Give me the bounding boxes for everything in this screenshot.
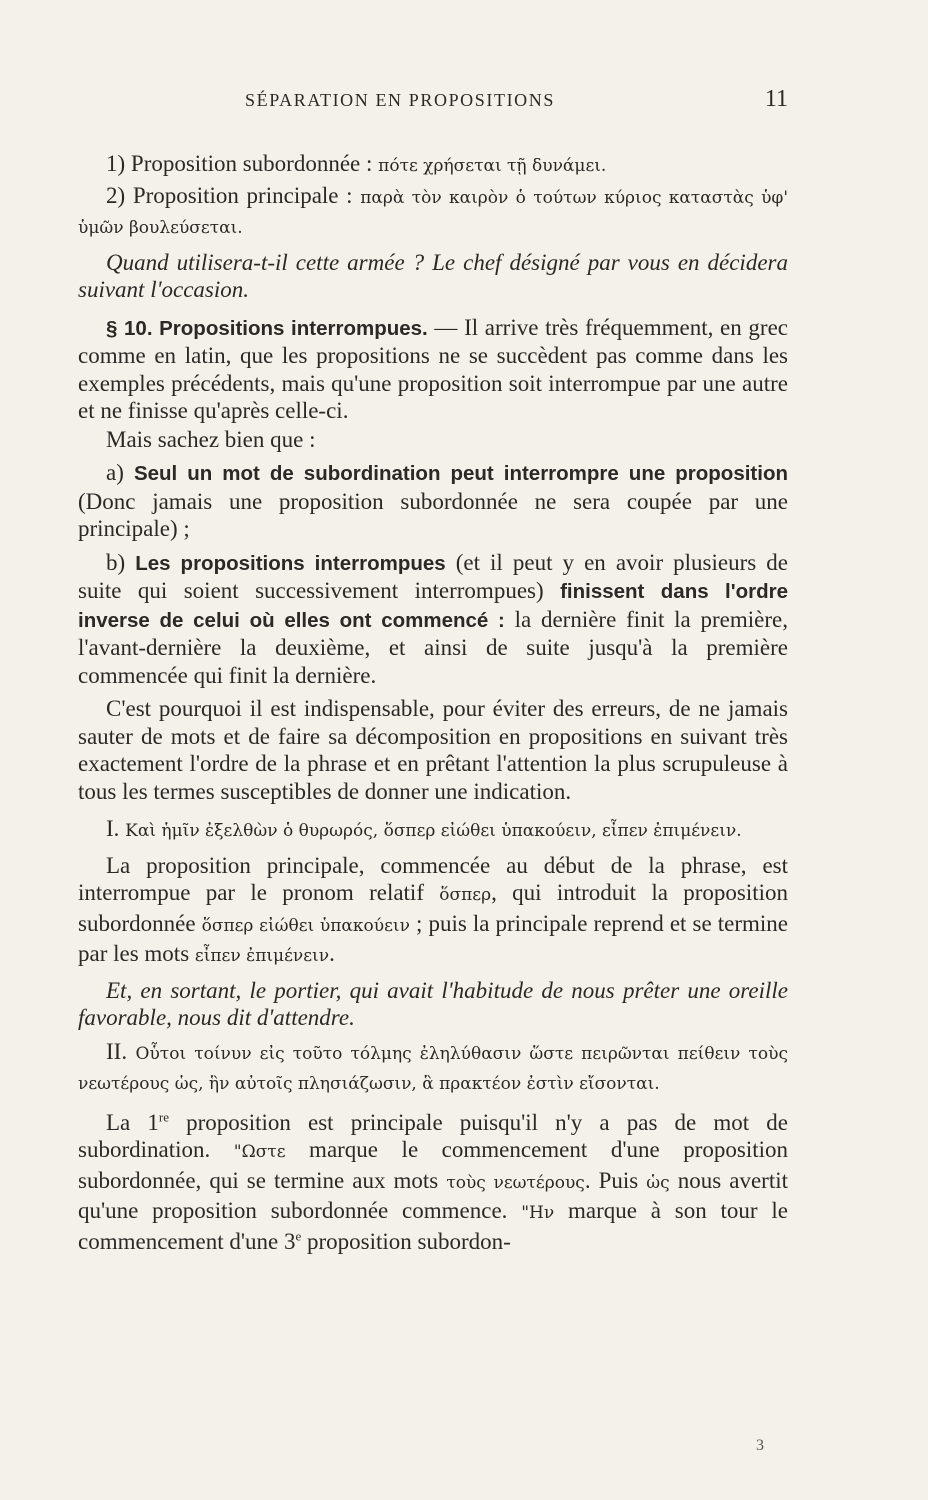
rule-marker: b) [106, 549, 136, 575]
body-text: (et il peut y en avoir plusieurs de suite qui soient successivement interrompues) [78, 549, 788, 603]
section-heading: § 10. Propositions interrompues. [106, 316, 428, 340]
page-body [78, 150, 788, 1256]
greek-text: ὅσπερ [439, 885, 492, 905]
paragraph-example-2 [78, 1038, 788, 1099]
body-text: La 1 [106, 1109, 159, 1135]
greek-text: ὡς [646, 1172, 670, 1193]
body-text: la dernière finit la première, l'avant-dernière la deuxième, et ainsi de suite jusqu'à la première commencée qui finit la dernière. [78, 606, 788, 688]
paragraph-subordinate-example [78, 150, 788, 181]
label-text: 1) Proposition subordonnée : [106, 151, 379, 176]
bold-text: Seul un mot de subordination peut interrompre une proposition [133, 462, 788, 485]
paragraph-rule-a [78, 459, 788, 543]
paragraph-explanation-2 [78, 1109, 788, 1256]
body-text: (Donc jamais une proposition subordonnée ne sera coupée par une principale) ; [78, 488, 788, 541]
paragraph-note-intro: Mais sachez bien que : [106, 426, 316, 452]
superscript: e [295, 1227, 302, 1243]
greek-text: Καὶ ἡμῖν ἐξελθὼν ὁ θυρωρός, ὅσπερ εἰώθει ὑπακούειν, εἶπεν ἐπιμένειν. [125, 821, 742, 841]
page-number: 11 [764, 86, 788, 112]
body-text: . Puis [584, 1167, 647, 1193]
body-text: , qui introduit la proposition subordonnée [78, 880, 789, 936]
paragraph-advice: C'est pourquoi il est indispensable, pour éviter des erreurs, de ne jamais sauter de mots et de faire sa décomposition en propositions en suivant très exactement l'ordre de la phrase et en prêtant l'attention la plus scrupuleuse à tous les termes susceptibles de donner une indication. [78, 696, 788, 804]
greek-text: τοὺς νεωτέρους [446, 1172, 585, 1193]
body-text: . [329, 941, 335, 966]
greek-text: Οὗτοι τοίνυν εἰς τοῦτο τόλμης ἐληλύθασιν ὥστε πειρῶνται πείθειν τοὺς νεωτέρους ὡς, ἣν αὐτοῖς πλησιάζωσιν, ἃ πρακτέον ἐστὶν εἴσονται. [78, 1043, 788, 1094]
body-text: proposition subordon- [301, 1228, 511, 1254]
body-text: La proposition principale, commencée au début de la phrase, est interrompue par le pronom relatif [78, 852, 788, 905]
example-number: II. [106, 1038, 136, 1064]
paragraph-explanation-1 [78, 852, 788, 971]
paragraph-translation-2: Et, en sortant, le portier, qui avait l'habitude de nous prêter une oreille favorable, nous dit d'attendre. [78, 977, 788, 1030]
signature-mark: 3 [756, 1437, 764, 1454]
body-text: marque à son tour le commencement d'une 3 [78, 1198, 788, 1254]
greek-text: πότε χρήσεται τῇ δυνάμει. [378, 156, 607, 176]
bold-text: Les propositions interrompues [135, 551, 446, 575]
running-head: SÉPARATION EN PROPOSITIONS [245, 90, 555, 110]
body-text: — Il arrive très fréquemment, en grec comme en latin, que les propositions ne se succèdent pas comme dans les exemples précédents, mais qu'une proposition soit interrompue par une autre et ne finisse qu'après celle-ci. [78, 314, 788, 423]
greek-text: παρὰ τὸν καιρὸν ὁ τούτων κύριος καταστὰς ὑφ' ὑμῶν βουλεύσεται. [78, 187, 789, 238]
body-text: nous avertit qu'une proposition subordonnée commence. [78, 1167, 788, 1223]
superscript: re [158, 1108, 169, 1124]
greek-text: "Ωστε [233, 1142, 286, 1162]
paragraph-example-1 [78, 815, 788, 846]
example-number: I. [106, 816, 126, 841]
greek-text: "Ην [521, 1203, 555, 1223]
body-text: ; puis la principale reprend et se termine par les mots [78, 910, 788, 966]
body-text: marque le commencement d'une proposition subordonnée, qui se termine aux mots [78, 1137, 788, 1193]
label-text: 2) Proposition principale : [106, 182, 361, 208]
paragraph-translation-1: Quand utilisera-t-il cette armée ? Le chef désigné par vous en décidera suivant l'occasion. [78, 249, 788, 302]
page-header [80, 88, 788, 118]
bold-text: finissent dans l'ordre inverse de celui où elles ont commencé : [78, 580, 788, 632]
body-text: proposition est principale puisqu'il n'y a pas de mot de subordination. [78, 1109, 788, 1162]
paragraph-rule-b [78, 549, 788, 690]
greek-text: ὅσπερ εἰώθει ὑπακούειν [201, 915, 410, 936]
greek-text: εἶπεν ἐπιμένειν [194, 946, 330, 966]
paragraph-section-10 [78, 314, 788, 425]
paragraph-principal-example [78, 182, 788, 243]
rule-marker: a) [106, 460, 134, 485]
